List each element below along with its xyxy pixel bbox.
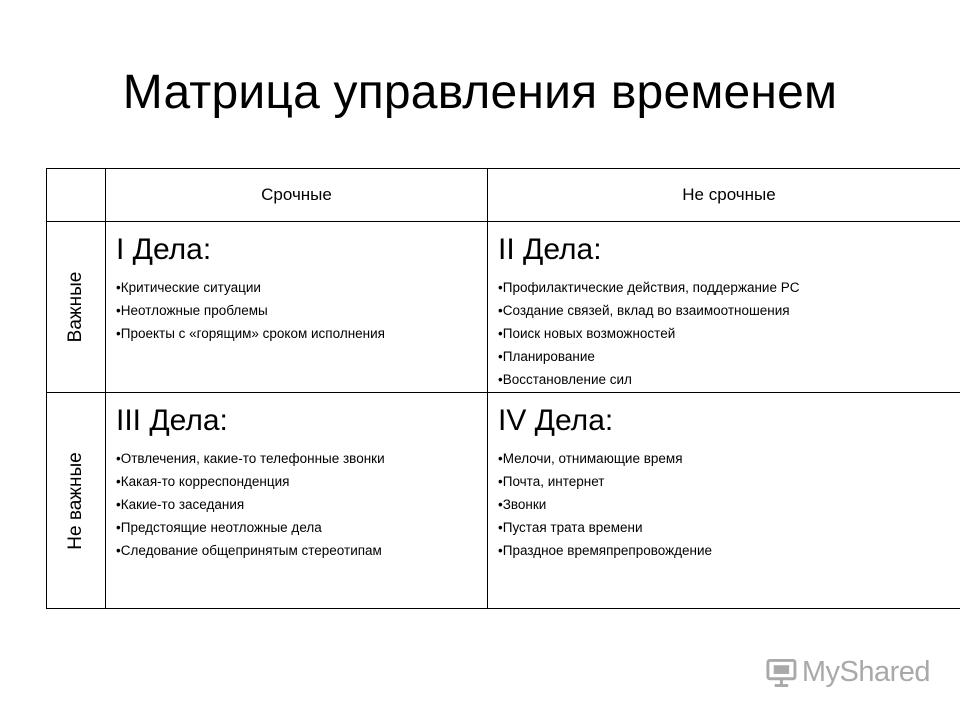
quadrant-3	[106, 393, 488, 609]
list-item: • Пустая трата времени	[498, 516, 960, 539]
list-item: • Создание связей, вклад во взаимоотношения	[498, 299, 960, 322]
list-item: • Планирование	[498, 345, 960, 368]
list-item: • Неотложные проблемы	[116, 299, 487, 322]
quadrant-list	[116, 276, 487, 345]
quadrant-list	[498, 276, 960, 391]
time-management-matrix	[46, 168, 960, 609]
quadrant-1	[106, 222, 488, 393]
quadrant-2	[488, 222, 960, 393]
list-item: • Проекты с «горящим» сроком исполнения	[116, 322, 487, 345]
row-header-important	[47, 222, 106, 393]
row-header-not-important	[47, 393, 106, 609]
list-item: • Следование общепринятым стереотипам	[116, 539, 487, 562]
column-header-urgent: Срочные	[106, 169, 488, 222]
list-item: • Мелочи, отнимающие время	[498, 447, 960, 470]
quadrant-4	[488, 393, 960, 609]
list-item: • Отвлечения, какие-то телефонные звонки	[116, 447, 487, 470]
quadrant-list	[498, 447, 960, 562]
quadrant-list	[116, 447, 487, 562]
list-item: • Критические ситуации	[116, 276, 487, 299]
list-item: • Звонки	[498, 493, 960, 516]
list-item: • Почта, интернет	[498, 470, 960, 493]
list-item: • Какие-то заседания	[116, 493, 487, 516]
list-item: • Праздное времяпрепровождение	[498, 539, 960, 562]
column-header-not-urgent: Не срочные	[488, 169, 960, 222]
watermark-logo	[765, 655, 930, 689]
quadrant-title: II Дела:	[498, 233, 602, 266]
page-title: Матрица управления временем	[122, 66, 838, 119]
watermark-text: MyShared	[801, 655, 930, 688]
row-label-important: Важные	[65, 271, 86, 343]
list-item: • Поиск новых возможностей	[498, 322, 960, 345]
quadrant-title: I Дела:	[116, 233, 212, 266]
list-item: • Профилактические действия, поддержание PC	[498, 276, 960, 299]
quadrant-title: IV Дела:	[498, 404, 614, 437]
quadrant-title: III Дела:	[116, 404, 228, 437]
list-item: • Предстоящие неотложные дела	[116, 516, 487, 539]
matrix-corner-cell	[47, 169, 106, 222]
presentation-board-icon	[765, 655, 798, 689]
list-item: • Восстановление сил	[498, 368, 960, 391]
row-label-not-important: Не важные	[65, 451, 86, 550]
list-item: • Какая-то корреспонденция	[116, 470, 487, 493]
